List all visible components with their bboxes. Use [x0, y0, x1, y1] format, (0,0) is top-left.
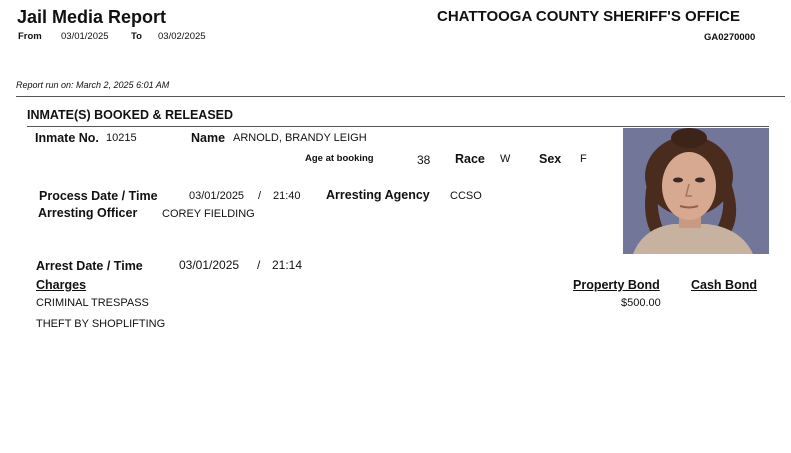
arrest-separator: /	[257, 258, 261, 272]
age-value: 38	[417, 153, 431, 167]
property-bond-header: Property Bond	[573, 278, 660, 292]
cash-bond-header: Cash Bond	[691, 278, 757, 292]
arresting-agency-label: Arresting Agency	[326, 188, 430, 202]
process-date: 03/01/2025	[189, 190, 245, 202]
section-title: INMATE(S) BOOKED & RELEASED	[27, 108, 234, 122]
header-divider	[16, 96, 785, 97]
inmate-photo	[623, 128, 769, 254]
name-label: Name	[191, 131, 226, 145]
section-divider	[27, 126, 769, 127]
charge-row-2-charge: THEFT BY SHOPLIFTING	[36, 318, 166, 330]
to-date: 03/02/2025	[158, 31, 206, 42]
charge-row-1-charge: CRIMINAL TRESPASS	[36, 297, 149, 309]
name-value: ARNOLD, BRANDY LEIGH	[233, 132, 367, 144]
ori-number: GA0270000	[704, 32, 756, 43]
report-run-on: Report run on: March 2, 2025 6:01 AM	[16, 80, 170, 90]
arresting-officer-label: Arresting Officer	[38, 206, 138, 220]
inmate-no-label: Inmate No.	[35, 131, 99, 145]
process-label: Process Date / Time	[39, 189, 158, 203]
from-date: 03/01/2025	[61, 31, 109, 42]
arrest-date: 03/01/2025	[179, 258, 240, 272]
to-label: To	[131, 31, 142, 42]
arrest-time: 21:14	[272, 258, 303, 272]
race-value: W	[500, 153, 511, 165]
charge-row-1-property-bond: $500.00	[621, 297, 661, 309]
sex-label: Sex	[539, 152, 562, 166]
sex-value: F	[580, 153, 587, 165]
arresting-agency-value: CCSO	[450, 190, 482, 202]
from-label: From	[18, 31, 42, 42]
race-label: Race	[455, 152, 485, 166]
process-time: 21:40	[273, 190, 301, 202]
inmate-photo-image	[623, 128, 769, 254]
arrest-label: Arrest Date / Time	[36, 259, 143, 273]
inmate-no-value: 10215	[106, 132, 137, 144]
agency-name: CHATTOOGA COUNTY SHERIFF'S OFFICE	[437, 8, 741, 25]
arresting-officer-value: COREY FIELDING	[162, 208, 255, 220]
report-title: Jail Media Report	[17, 7, 167, 27]
process-separator: /	[258, 190, 262, 202]
age-label: Age at booking	[305, 153, 374, 164]
charges-header: Charges	[36, 278, 87, 292]
